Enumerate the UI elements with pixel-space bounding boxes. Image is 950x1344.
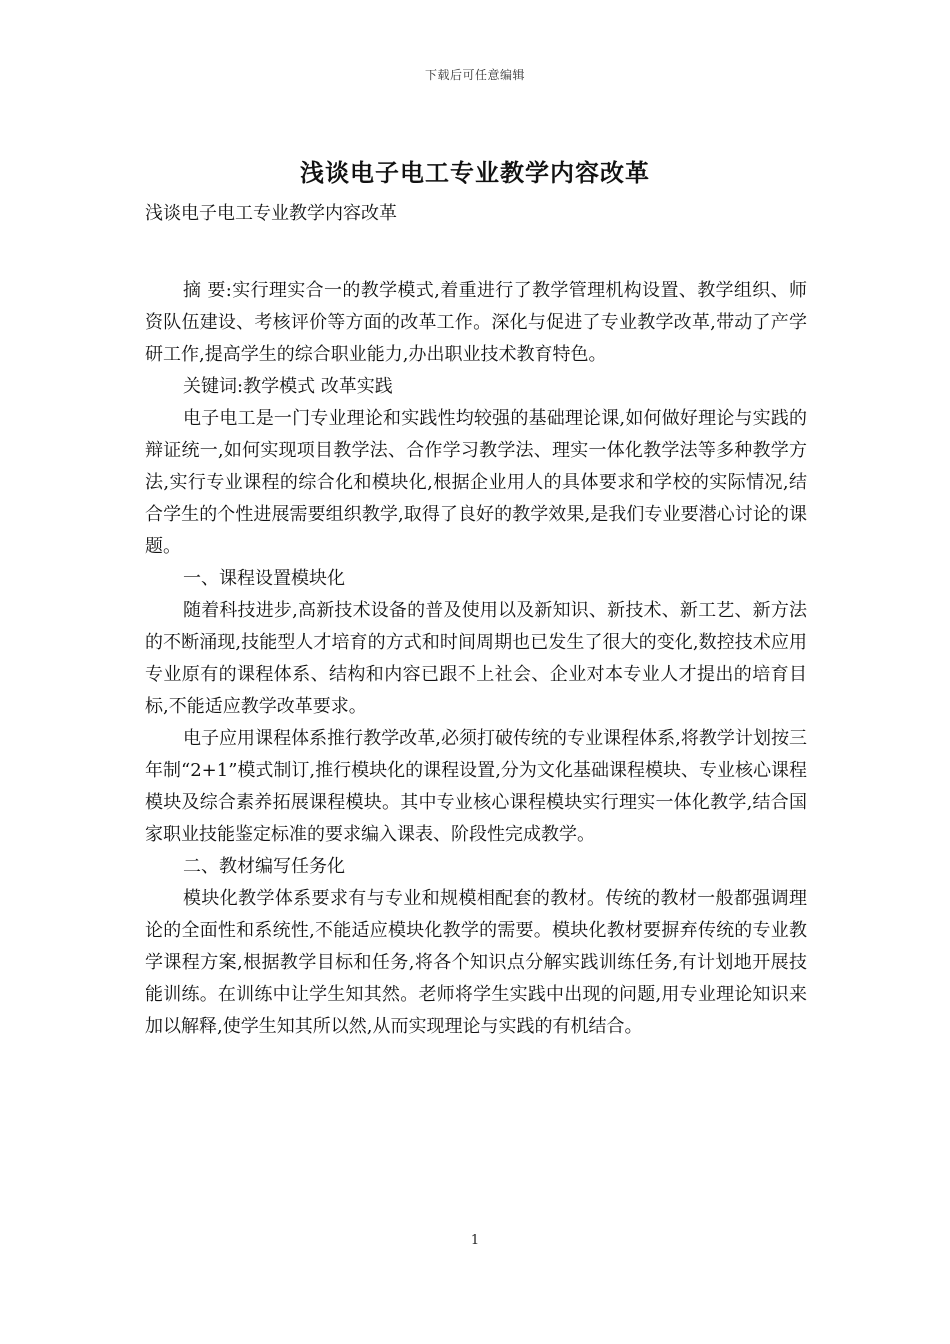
document-subtitle: 浅谈电子电工专业教学内容改革 <box>145 203 397 224</box>
section-heading-2: 二、教材编写任务化 <box>183 856 345 877</box>
document-title: 浅谈电子电工专业教学内容改革 <box>300 158 650 187</box>
body-paragraph: 电子应用课程体系推行教学改革,必须打破传统的专业课程体系,将教学计划按三年制“2+1”模式制订,推行模块化的课程设置,分为文化基础课程模块、专业核心课程模块及综合素养拓展课程模块。其中专业核心课程模块实行理实一体化教学,结合国家职业技能鉴定标准的要求编入课表、阶段性完成教学。 <box>145 728 807 845</box>
page-number: 1 <box>470 1233 480 1248</box>
page-header: 下载后可任意编辑 <box>424 68 525 82</box>
body-paragraph: 随着科技进步,高新技术设备的普及使用以及新知识、新技术、新工艺、新方法的不断涌现,技能型人才培育的方式和时间周期也已发生了很大的变化,数控技术应用专业原有的课程体系、结构和内容已跟不上社会、企业对本专业人才提出的培育目标,不能适应教学改革要求。 <box>145 600 807 717</box>
document-body <box>145 198 807 1043</box>
keywords-paragraph: 关键词:教学模式 改革实践 <box>183 376 393 397</box>
body-paragraph: 模块化教学体系要求有与专业和规模相配套的教材。传统的教材一般都强调理论的全面性和系统性,不能适应模块化教学的需要。模块化教材要摒弃传统的专业教学课程方案,根据教学目标和任务,将各个知识点分解实践训练任务,有计划地开展技能训练。在训练中让学生知其然。老师将学生实践中出现的问题,用专业理论知识来加以解释,使学生知其所以然,从而实现理论与实践的有机结合。 <box>145 888 807 1037</box>
abstract-paragraph: 摘 要:实行理实合一的教学模式,着重进行了教学管理机构设置、教学组织、师资队伍建设、考核评价等方面的改革工作。深化与促进了专业教学改革,带动了产学研工作,提高学生的综合职业能力,办出职业技术教育特色。 <box>145 280 807 365</box>
body-paragraph: 电子电工是一门专业理论和实践性均较强的基础理论课,如何做好理论与实践的辩证统一,如何实现项目教学法、合作学习教学法、理实一体化教学法等多种教学方法,实行专业课程的综合化和模块化,根据企业用人的具体要求和学校的实际情况,结合学生的个性进展需要组织教学,取得了良好的教学效果,是我们专业要潜心讨论的课题。 <box>145 408 807 557</box>
section-heading-1: 一、课程设置模块化 <box>183 568 345 589</box>
